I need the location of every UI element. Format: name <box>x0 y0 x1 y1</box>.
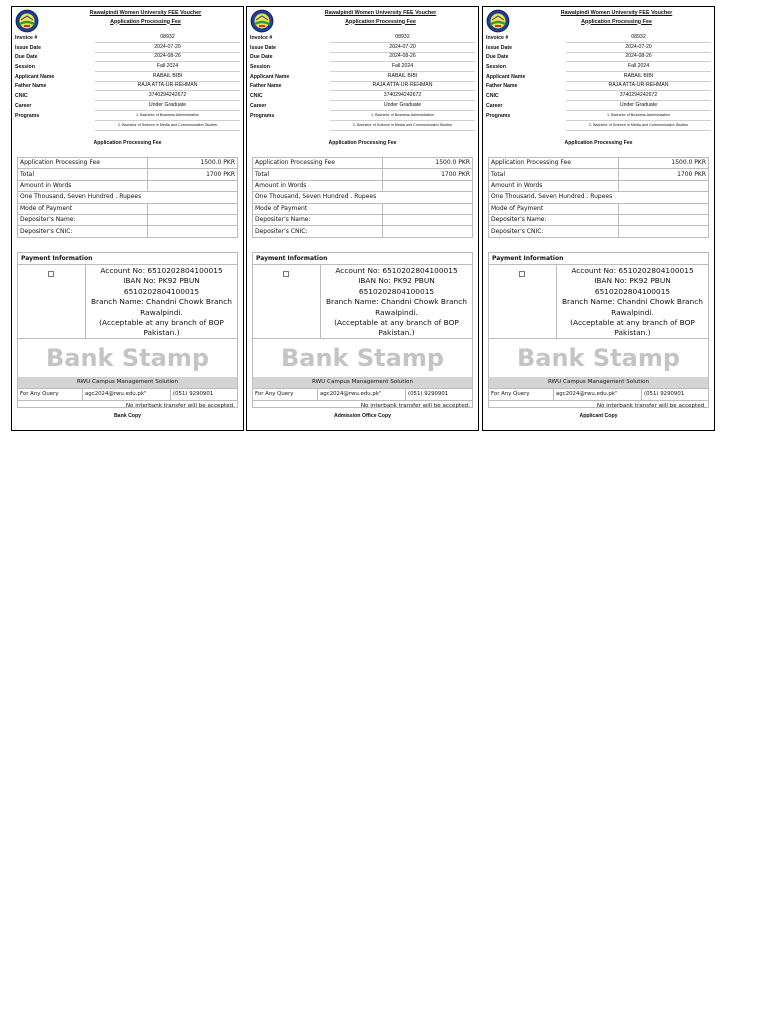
query-phone: (051) 9290901 <box>408 391 449 397</box>
session-value: Fall 2024 <box>330 62 475 72</box>
query-row <box>489 388 708 400</box>
total-amount: 1700 PKR <box>383 169 473 180</box>
campus-solution-label: RWU Campus Management Solution <box>489 377 708 388</box>
cnic-row <box>486 91 711 101</box>
programs-row <box>15 111 240 131</box>
payment-checkbox[interactable] <box>519 271 525 277</box>
cnic-label: CNIC <box>15 92 28 99</box>
cnic-value: 3740294242672 <box>330 91 475 101</box>
bank-details <box>86 265 237 338</box>
father-label: Father Name <box>250 83 282 90</box>
program-item: 1. Bachelor of Business Administration <box>95 111 240 121</box>
invoice-label: Invoice # <box>486 34 509 41</box>
no-interbank-note: No interbank transfer will be accepted. <box>253 400 472 412</box>
total-label: Total <box>253 169 383 180</box>
amount-in-words-label: Amount in Words <box>253 180 383 191</box>
issue-date-row <box>15 43 240 53</box>
invoice-row <box>486 33 711 43</box>
issue-date-row <box>250 43 475 53</box>
fee-section-title: Application Processing Fee <box>93 140 162 146</box>
cnic-row <box>250 91 475 101</box>
amount-in-words-value: One Thousand, Seven Hundred . Rupees <box>18 192 238 203</box>
depositor-cnic-field <box>619 226 709 237</box>
father-value: RAJA ATTA-UR-REHMAN <box>566 81 711 91</box>
query-row <box>253 388 472 400</box>
voucher-admission-office-copy <box>246 6 479 431</box>
depositor-cnic-field <box>148 226 238 237</box>
payment-checkbox[interactable] <box>48 271 54 277</box>
query-email: agc2024@rwu.edu.pk" <box>318 389 406 400</box>
amount-in-words-blank <box>619 180 709 191</box>
fee-item-label: Application Processing Fee <box>253 158 383 169</box>
applicant-label: Applicant Name <box>486 73 526 80</box>
applicant-value: RABAIL BIBI <box>330 72 475 82</box>
table-row <box>253 226 473 237</box>
due-date-value: 2024-08-26 <box>330 52 475 62</box>
table-row <box>18 203 238 214</box>
branch-name: Branch Name: Chandni Chowk Branch Rawalpindi. <box>325 297 467 317</box>
fee-item-amount: 1500.0 PKR <box>619 158 709 169</box>
career-label: Career <box>250 102 267 109</box>
amount-in-words-label: Amount in Words <box>489 180 619 191</box>
career-label: Career <box>15 102 32 109</box>
table-row <box>489 226 709 237</box>
career-value: Under Graduate <box>330 101 475 111</box>
father-value: RAJA ATTA-UR-REHMAN <box>95 81 240 91</box>
due-date-label: Due Date <box>486 54 509 61</box>
table-row <box>489 180 709 191</box>
campus-solution-label: RWU Campus Management Solution <box>18 377 237 388</box>
issue-date-value: 2024-07-20 <box>95 43 240 53</box>
career-row <box>250 101 475 111</box>
father-row <box>486 81 711 91</box>
career-row <box>15 101 240 111</box>
due-date-label: Due Date <box>250 54 273 61</box>
no-interbank-note: No interbank transfer will be accepted. <box>18 400 237 412</box>
amount-in-words-blank <box>383 180 473 191</box>
bank-details <box>557 265 708 338</box>
session-row <box>486 62 711 72</box>
program-item: 1. Bachelor of Business Administration <box>330 111 475 121</box>
program-item: 2. Bachelor of Science in Media and Communication Studies <box>566 121 711 131</box>
applicant-value: RABAIL BIBI <box>566 72 711 82</box>
total-amount: 1700 PKR <box>148 169 238 180</box>
query-email: agc2024@rwu.edu.pk" <box>83 389 171 400</box>
table-row <box>18 180 238 191</box>
programs-label: Programs <box>15 112 40 119</box>
table-row <box>18 169 238 180</box>
voucher-header <box>483 7 714 33</box>
due-date-row <box>15 52 240 62</box>
account-number: Account No: 6510202804100015 <box>335 266 458 275</box>
bank-details <box>321 265 472 338</box>
depositor-cnic-label: Depositer's CNIC: <box>253 226 383 237</box>
bank-details-row <box>18 265 237 339</box>
session-value: Fall 2024 <box>95 62 240 72</box>
table-row <box>18 226 238 237</box>
query-label: For Any Query <box>489 389 554 400</box>
invoice-label: Invoice # <box>250 34 273 41</box>
cnic-row <box>15 91 240 101</box>
issue-date-row <box>486 43 711 53</box>
payment-info-title: Payment Information <box>489 253 708 265</box>
issue-date-label: Issue Date <box>250 44 276 51</box>
table-row <box>253 169 473 180</box>
bank-stamp: Bank Stamp <box>45 344 210 372</box>
iban-number: IBAN No: PK92 PBUN 6510202804100015 <box>123 276 200 296</box>
payment-information <box>252 252 473 408</box>
applicant-row <box>250 72 475 82</box>
copy-label: Applicant Copy <box>579 413 618 419</box>
issue-date-label: Issue Date <box>486 44 512 51</box>
father-label: Father Name <box>486 83 518 90</box>
depositor-name-field <box>383 214 473 225</box>
programs-list <box>566 111 711 131</box>
career-value: Under Graduate <box>566 101 711 111</box>
fee-section-title: Application Processing Fee <box>564 140 633 146</box>
father-row <box>250 81 475 91</box>
mode-of-payment-label: Mode of Payment <box>18 203 148 214</box>
depositor-cnic-label: Depositer's CNIC: <box>489 226 619 237</box>
university-title: Rawalpindi Women University FEE Voucher <box>560 10 673 16</box>
no-interbank-note: No interbank transfer will be accepted. <box>489 400 708 412</box>
father-label: Father Name <box>15 83 47 90</box>
session-value: Fall 2024 <box>566 62 711 72</box>
session-row <box>15 62 240 72</box>
query-label: For Any Query <box>18 389 83 400</box>
total-amount: 1700 PKR <box>619 169 709 180</box>
branch-note: (Acceptable at any branch of BOP Pakistan.) <box>99 318 224 338</box>
programs-label: Programs <box>250 112 275 119</box>
table-row <box>489 192 709 203</box>
applicant-row <box>15 72 240 82</box>
university-logo-icon <box>15 9 39 33</box>
total-label: Total <box>489 169 619 180</box>
invoice-label: Invoice # <box>15 34 38 41</box>
payment-information <box>17 252 238 408</box>
table-row <box>253 203 473 214</box>
applicant-value: RABAIL BIBI <box>95 72 240 82</box>
table-row <box>253 158 473 169</box>
payment-information <box>488 252 709 408</box>
iban-number: IBAN No: PK92 PBUN 6510202804100015 <box>358 276 435 296</box>
fee-item-label: Application Processing Fee <box>489 158 619 169</box>
father-row <box>15 81 240 91</box>
copy-label: Bank Copy <box>113 413 142 419</box>
applicant-label: Applicant Name <box>15 73 55 80</box>
table-row <box>18 158 238 169</box>
query-email: agc2024@rwu.edu.pk" <box>554 389 642 400</box>
voucher-type-title: Application Processing Fee <box>581 18 652 25</box>
voucher-header <box>247 7 478 33</box>
table-row <box>253 214 473 225</box>
invoice-value: 08932 <box>330 33 475 43</box>
table-row <box>18 192 238 203</box>
branch-name: Branch Name: Chandni Chowk Branch Rawalpindi. <box>561 297 703 317</box>
payment-info-title: Payment Information <box>253 253 472 265</box>
program-item: 2. Bachelor of Science in Media and Communication Studies <box>95 121 240 131</box>
bank-details-row <box>253 265 472 339</box>
session-label: Session <box>15 63 35 70</box>
program-item: 1. Bachelor of Business Administration <box>566 111 711 121</box>
fee-item-label: Application Processing Fee <box>18 158 148 169</box>
session-label: Session <box>486 63 506 70</box>
table-row <box>489 203 709 214</box>
payment-checkbox[interactable] <box>283 271 289 277</box>
query-phone: (051) 9290901 <box>644 391 685 397</box>
fee-table <box>17 157 238 238</box>
career-row <box>486 101 711 111</box>
depositor-name-field <box>148 214 238 225</box>
programs-label: Programs <box>486 112 511 119</box>
mode-of-payment-field <box>619 203 709 214</box>
amount-in-words-value: One Thousand, Seven Hundred . Rupees <box>489 192 709 203</box>
father-value: RAJA ATTA-UR-REHMAN <box>330 81 475 91</box>
cnic-value: 3740294242672 <box>95 91 240 101</box>
table-row <box>18 214 238 225</box>
depositor-name-label: Depositer's Name: <box>253 214 383 225</box>
programs-list <box>330 111 475 131</box>
applicant-row <box>486 72 711 82</box>
table-row <box>489 214 709 225</box>
session-label: Session <box>250 63 270 70</box>
programs-row <box>250 111 475 131</box>
due-date-row <box>486 52 711 62</box>
career-value: Under Graduate <box>95 101 240 111</box>
program-item: 2. Bachelor of Science in Media and Communication Studies <box>330 121 475 131</box>
depositor-cnic-field <box>383 226 473 237</box>
amount-in-words-label: Amount in Words <box>18 180 148 191</box>
fee-table <box>488 157 709 238</box>
branch-note: (Acceptable at any branch of BOP Pakistan.) <box>334 318 459 338</box>
programs-list <box>95 111 240 131</box>
table-row <box>253 192 473 203</box>
query-phone: (051) 9290901 <box>173 391 214 397</box>
fee-item-amount: 1500.0 PKR <box>383 158 473 169</box>
query-row <box>18 388 237 400</box>
invoice-row <box>15 33 240 43</box>
fee-item-amount: 1500.0 PKR <box>148 158 238 169</box>
due-date-row <box>250 52 475 62</box>
account-number: Account No: 6510202804100015 <box>571 266 694 275</box>
iban-number: IBAN No: PK92 PBUN 6510202804100015 <box>594 276 671 296</box>
branch-note: (Acceptable at any branch of BOP Pakistan.) <box>570 318 695 338</box>
bank-details-row <box>489 265 708 339</box>
mode-of-payment-field <box>383 203 473 214</box>
depositor-name-field <box>619 214 709 225</box>
payment-info-title: Payment Information <box>18 253 237 265</box>
university-logo-icon <box>486 9 510 33</box>
cnic-value: 3740294242672 <box>566 91 711 101</box>
branch-name: Branch Name: Chandni Chowk Branch Rawalpindi. <box>90 297 232 317</box>
table-row <box>489 169 709 180</box>
fee-table <box>252 157 473 238</box>
table-row <box>489 158 709 169</box>
applicant-label: Applicant Name <box>250 73 290 80</box>
cnic-label: CNIC <box>486 92 499 99</box>
cnic-label: CNIC <box>250 92 263 99</box>
voucher-bank-copy <box>11 6 244 431</box>
voucher-header <box>12 7 243 33</box>
university-title: Rawalpindi Women University FEE Voucher <box>89 10 202 16</box>
voucher-applicant-copy <box>482 6 715 431</box>
campus-solution-label: RWU Campus Management Solution <box>253 377 472 388</box>
voucher-info <box>250 33 475 131</box>
depositor-cnic-label: Depositer's CNIC: <box>18 226 148 237</box>
invoice-value: 08932 <box>95 33 240 43</box>
bank-stamp: Bank Stamp <box>516 344 681 372</box>
table-row <box>253 180 473 191</box>
due-date-label: Due Date <box>15 54 38 61</box>
university-logo-icon <box>250 9 274 33</box>
university-title: Rawalpindi Women University FEE Voucher <box>324 10 437 16</box>
due-date-value: 2024-08-26 <box>566 52 711 62</box>
amount-in-words-value: One Thousand, Seven Hundred . Rupees <box>253 192 473 203</box>
issue-date-value: 2024-07-20 <box>566 43 711 53</box>
total-label: Total <box>18 169 148 180</box>
voucher-info <box>15 33 240 131</box>
career-label: Career <box>486 102 503 109</box>
invoice-row <box>250 33 475 43</box>
programs-row <box>486 111 711 131</box>
session-row <box>250 62 475 72</box>
mode-of-payment-label: Mode of Payment <box>253 203 383 214</box>
depositor-name-label: Depositer's Name: <box>489 214 619 225</box>
account-number: Account No: 6510202804100015 <box>100 266 223 275</box>
invoice-value: 08932 <box>566 33 711 43</box>
amount-in-words-blank <box>148 180 238 191</box>
fee-section-title: Application Processing Fee <box>328 140 397 146</box>
voucher-type-title: Application Processing Fee <box>345 18 416 25</box>
depositor-name-label: Depositer's Name: <box>18 214 148 225</box>
mode-of-payment-field <box>148 203 238 214</box>
query-label: For Any Query <box>253 389 318 400</box>
issue-date-label: Issue Date <box>15 44 41 51</box>
voucher-info <box>486 33 711 131</box>
copy-label: Admission Office Copy <box>333 413 392 419</box>
bank-stamp: Bank Stamp <box>280 344 445 372</box>
mode-of-payment-label: Mode of Payment <box>489 203 619 214</box>
due-date-value: 2024-08-26 <box>95 52 240 62</box>
issue-date-value: 2024-07-20 <box>330 43 475 53</box>
voucher-type-title: Application Processing Fee <box>110 18 181 25</box>
